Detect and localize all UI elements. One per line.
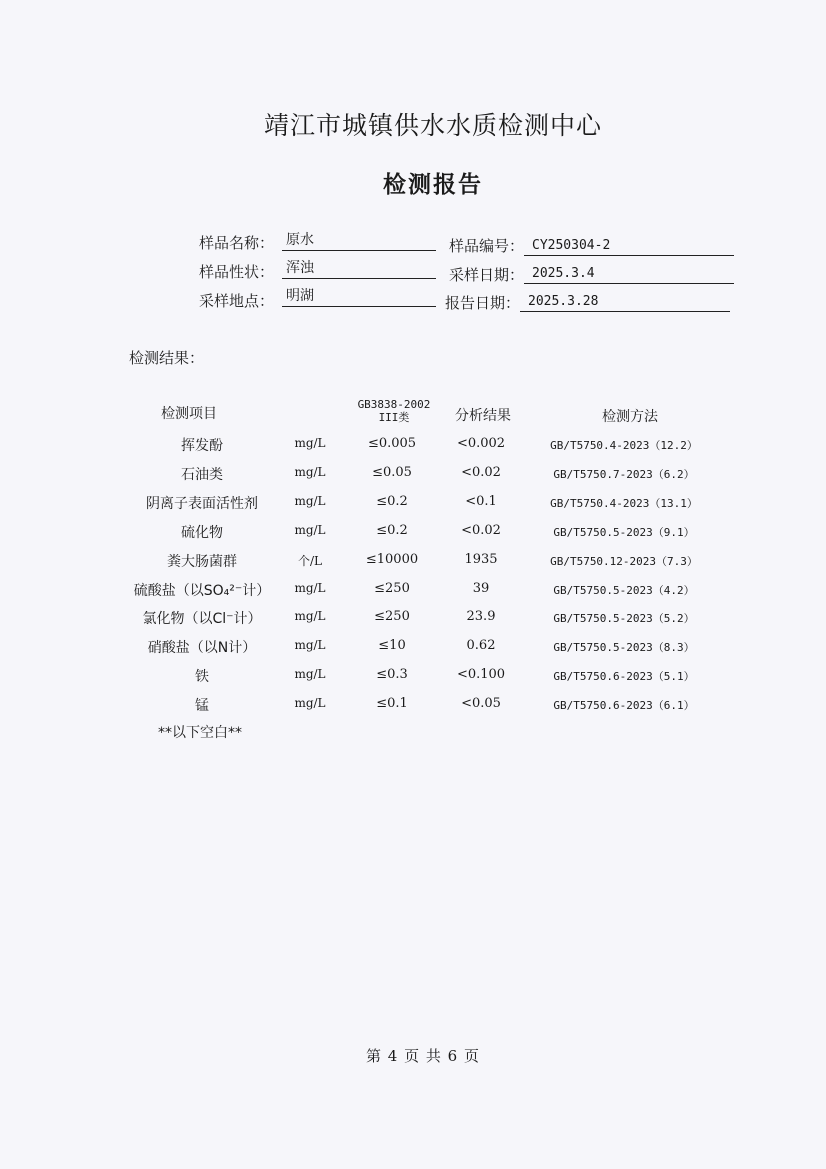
cell-method: GB/T5750.6-2023（5.1） <box>553 670 695 684</box>
cell-limit: ≤250 <box>374 609 410 625</box>
cell-result: <0.02 <box>461 522 501 538</box>
cell-unit: 个/L <box>297 553 322 568</box>
cell-limit: ≤0.005 <box>367 436 417 451</box>
cell-result: 1935 <box>464 551 498 567</box>
table-row <box>0 637 826 666</box>
cell-limit: ≤0.2 <box>376 493 408 509</box>
table-row <box>0 464 826 493</box>
report-date-value: 2025.3.28 <box>520 292 730 312</box>
cell-unit: mg/L <box>294 638 326 653</box>
cell-unit: mg/L <box>294 696 326 711</box>
cell-item: 硫化物 <box>181 524 223 541</box>
cell-item: 粪大肠菌群 <box>167 553 237 570</box>
cell-item: 挥发酚 <box>181 438 223 454</box>
cell-limit: ≤0.1 <box>376 696 408 712</box>
sampling-date-value: 2025.3.4 <box>524 264 734 284</box>
cell-unit: mg/L <box>294 522 326 537</box>
cell-result: 23.9 <box>466 609 496 625</box>
sampling-date-label: 采样日期： <box>448 266 524 284</box>
sample-id-value: CY250304-2 <box>524 236 734 256</box>
cell-result: 39 <box>472 580 490 596</box>
cell-result: <0.1 <box>465 493 497 509</box>
cell-item: 硫酸盐（以SO₄²⁻计） <box>133 582 271 599</box>
sampling-location-label: 采样地点： <box>198 292 274 310</box>
organization-title: 靖江市城镇供水水质检测中心 <box>263 111 602 140</box>
table-row <box>0 435 826 464</box>
page-number: 第 4 页 共 6 页 <box>366 1047 480 1065</box>
cell-method: GB/T5750.5-2023（5.2） <box>553 612 695 626</box>
table-row <box>0 695 826 724</box>
cell-unit: mg/L <box>294 436 326 450</box>
cell-result: <0.05 <box>461 696 501 712</box>
table-row <box>0 580 826 609</box>
sample-state-label: 样品性状： <box>198 263 274 281</box>
sampling-location-value: 明湖 <box>282 287 436 307</box>
report-date-label: 报告日期： <box>444 294 520 312</box>
cell-limit: ≤10 <box>378 638 406 654</box>
results-section-label: 检测结果： <box>129 349 205 367</box>
cell-unit: mg/L <box>294 464 326 479</box>
report-title: 检测报告 <box>383 172 483 198</box>
cell-item: 锰 <box>195 698 209 715</box>
cell-limit: ≤0.3 <box>376 667 408 683</box>
cell-method: GB/T5750.4-2023（12.2） <box>550 439 698 452</box>
sample-name-value: 原水 <box>282 231 436 251</box>
cell-result: <0.02 <box>461 464 501 480</box>
cell-item: 氯化物（以Cl⁻计） <box>142 611 262 628</box>
cell-unit: mg/L <box>294 580 326 595</box>
cell-result: 0.62 <box>466 638 496 654</box>
sample-state-value: 浑浊 <box>282 259 436 279</box>
cell-method: GB/T5750.5-2023（4.2） <box>553 583 695 597</box>
cell-item: 阴离子表面活性剂 <box>146 495 258 512</box>
column-header-standard <box>344 398 444 424</box>
column-header-standard-line2: III类 <box>378 411 410 424</box>
cell-result: <0.100 <box>456 667 506 683</box>
sample-id-label: 样品编号： <box>448 237 524 255</box>
cell-limit: ≤10000 <box>365 551 419 567</box>
column-header-result: 分析结果 <box>455 408 511 424</box>
cell-unit: mg/L <box>294 609 326 624</box>
end-note: **以下空白** <box>158 725 242 741</box>
table-row <box>0 522 826 551</box>
table-row <box>0 551 826 580</box>
table-row <box>0 608 826 637</box>
cell-unit: mg/L <box>294 667 326 682</box>
cell-method: GB/T5750.5-2023（8.3） <box>553 641 695 655</box>
column-header-item: 检测项目 <box>161 406 217 422</box>
cell-method: GB/T5750.4-2023（13.1） <box>550 496 698 510</box>
cell-method: GB/T5750.7-2023（6.2） <box>553 467 695 481</box>
table-row <box>0 493 826 522</box>
column-header-method: 检测方法 <box>602 409 658 425</box>
cell-limit: ≤0.05 <box>372 464 412 480</box>
cell-method: GB/T5750.12-2023（7.3） <box>550 554 698 568</box>
cell-item: 铁 <box>195 669 209 686</box>
cell-item: 硝酸盐（以N计） <box>147 640 257 657</box>
cell-method: GB/T5750.5-2023（9.1） <box>553 525 695 539</box>
cell-method: GB/T5750.6-2023（6.1） <box>553 699 695 713</box>
cell-limit: ≤250 <box>374 580 410 596</box>
cell-result: <0.002 <box>456 436 506 451</box>
sample-name-label: 样品名称： <box>198 234 274 252</box>
column-header-standard-line1: GB3838-2002 <box>357 398 431 411</box>
table-row <box>0 666 826 695</box>
cell-limit: ≤0.2 <box>376 522 408 538</box>
cell-unit: mg/L <box>294 493 326 508</box>
cell-item: 石油类 <box>181 466 223 483</box>
